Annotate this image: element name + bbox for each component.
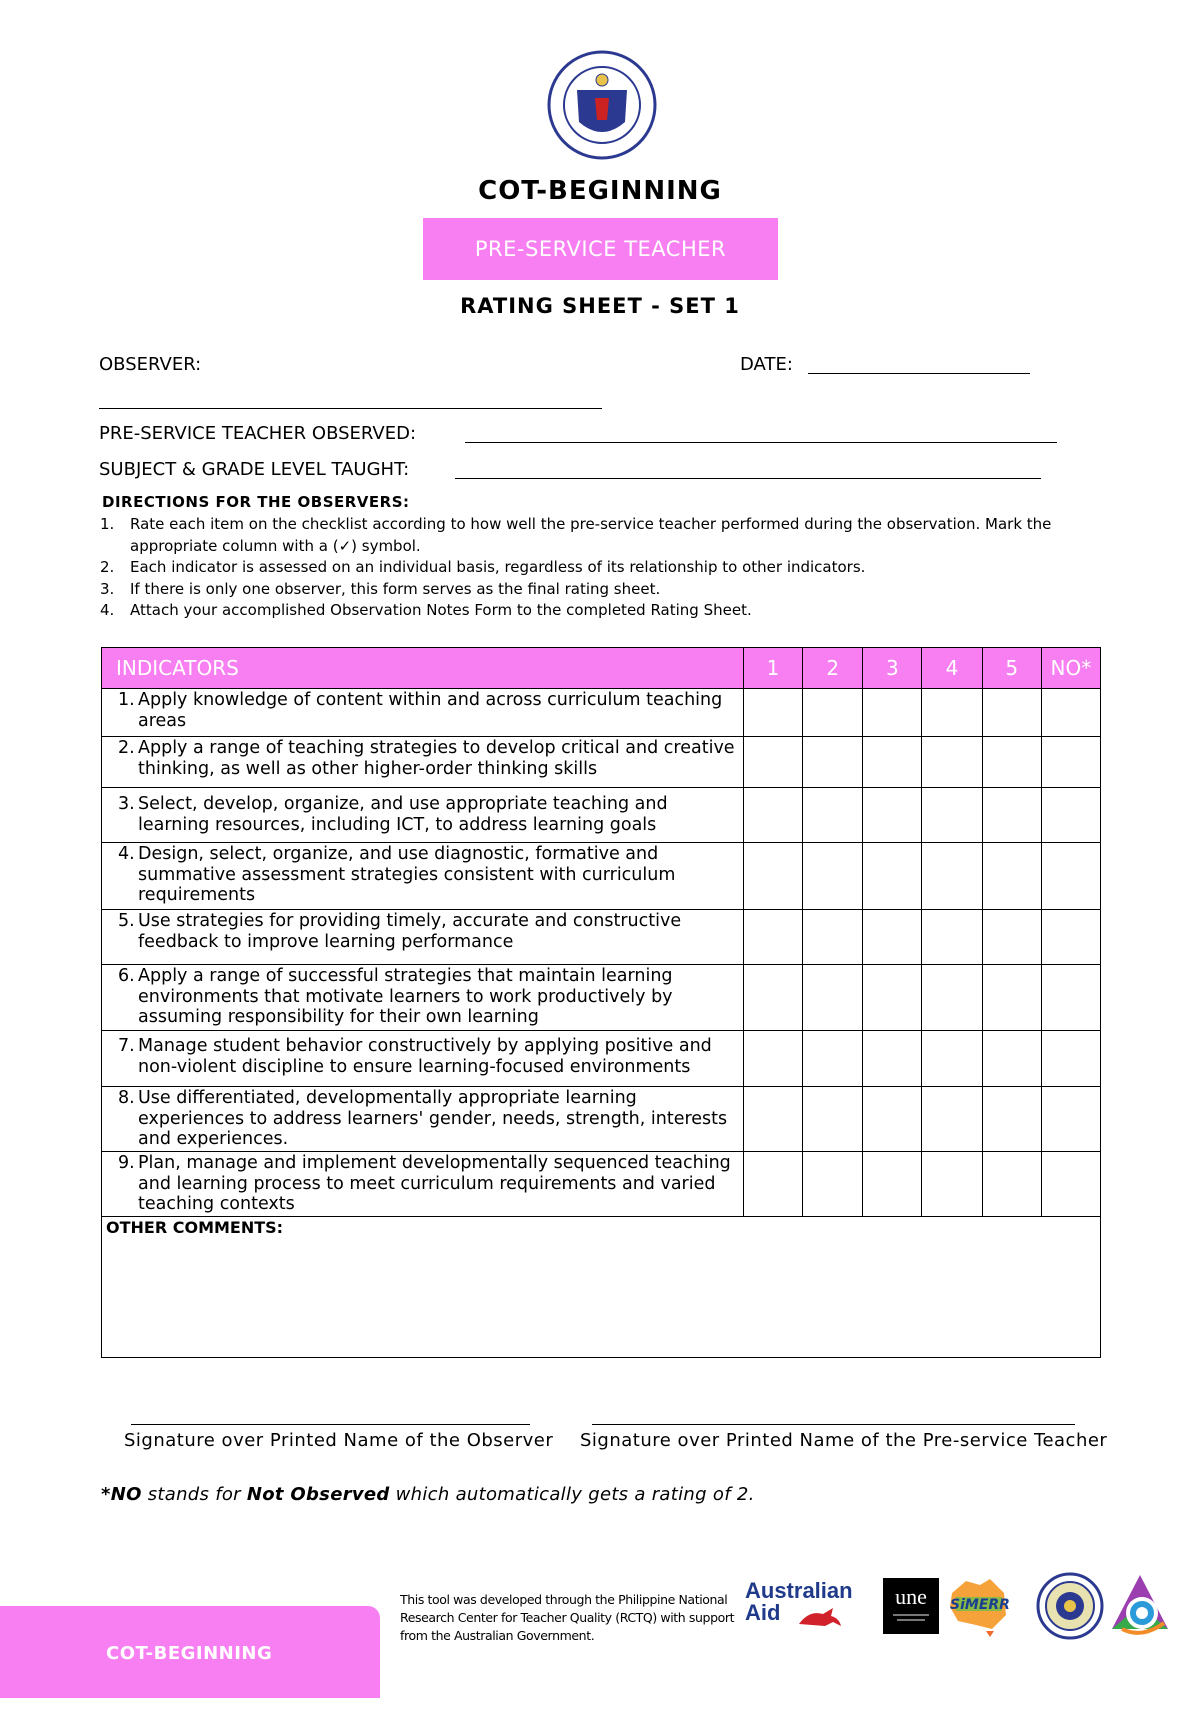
footer-tab-label: COT-BEGINNING xyxy=(106,1643,273,1664)
rating-cell[interactable] xyxy=(803,1087,863,1152)
rating-cell[interactable] xyxy=(982,910,1041,965)
rating-cell[interactable] xyxy=(863,965,922,1031)
indicators-header: INDICATORS xyxy=(102,648,744,689)
credit-text: This tool was developed through the Philippine National Research Center for Teacher Quality (RCTQ) with support from the Australian Government. xyxy=(400,1592,735,1643)
observer-field[interactable] xyxy=(99,408,602,409)
table-row xyxy=(102,689,1101,737)
table-row xyxy=(102,1031,1101,1087)
rating-cell[interactable] xyxy=(982,1152,1041,1217)
rating-cell[interactable] xyxy=(803,965,863,1031)
rating-cell[interactable] xyxy=(922,1031,982,1087)
indicator-text: 1. Apply knowledge of content within and across curriculum teaching areas xyxy=(102,689,744,737)
australian-aid-logo: Australian Aid xyxy=(745,1578,853,1625)
teacher-signature-label: Signature over Printed Name of the Pre-service Teacher xyxy=(580,1430,1108,1451)
rating-cell[interactable] xyxy=(1041,1152,1100,1217)
direction-item: 2. Each indicator is assessed on an individual basis, regardless of its relationship to other indicators. xyxy=(100,558,866,576)
indicator-text: 2. Apply a range of teaching strategies to develop critical and creative thinking, as well as other higher-order thinking skills xyxy=(102,737,744,788)
other-comments-field[interactable] xyxy=(102,1217,1101,1358)
rating-cell[interactable] xyxy=(863,1152,922,1217)
rating-cell[interactable] xyxy=(803,737,863,788)
deped-seal-logo xyxy=(547,50,657,160)
rating-cell[interactable] xyxy=(1041,788,1100,843)
university-seal-logo xyxy=(1036,1572,1104,1640)
rating-cell[interactable] xyxy=(1041,689,1100,737)
indicator-text: 5. Use strategies for providing timely, accurate and constructive feedback to improve learning performance xyxy=(102,910,744,965)
indicator-text: 3. Select, develop, organize, and use appropriate teaching and learning resources, including ICT, to address learning goals xyxy=(102,788,744,843)
subject-grade-label: SUBJECT & GRADE LEVEL TAUGHT: xyxy=(99,459,410,480)
direction-item: 1. Rate each item on the checklist according to how well the pre-service teacher performed during the observation. Mark the appropriate column with a (✓) symbol. xyxy=(100,515,1052,555)
rating-cell[interactable] xyxy=(982,843,1041,910)
rating-cell[interactable] xyxy=(922,1087,982,1152)
rating-cell[interactable] xyxy=(982,788,1041,843)
rating-cell[interactable] xyxy=(863,1087,922,1152)
role-band: PRE-SERVICE TEACHER xyxy=(423,218,778,280)
rating-cell[interactable] xyxy=(803,910,863,965)
table-row xyxy=(102,910,1101,965)
observer-signature-label: Signature over Printed Name of the Observer xyxy=(124,1430,554,1451)
table-row xyxy=(102,843,1101,910)
rating-cell[interactable] xyxy=(863,788,922,843)
comments-row xyxy=(102,1217,1101,1358)
rating-cell[interactable] xyxy=(863,1031,922,1087)
rating-cell[interactable] xyxy=(922,788,982,843)
date-label: DATE: xyxy=(740,354,793,375)
rating-cell[interactable] xyxy=(743,965,802,1031)
directions-heading: DIRECTIONS FOR THE OBSERVERS: xyxy=(102,493,410,511)
rating-column-4: 4 xyxy=(922,648,982,689)
rating-cell[interactable] xyxy=(922,737,982,788)
table-row xyxy=(102,737,1101,788)
rating-cell[interactable] xyxy=(1041,843,1100,910)
subject-grade-field[interactable] xyxy=(455,478,1041,479)
rating-cell[interactable] xyxy=(743,689,802,737)
rating-cell[interactable] xyxy=(1041,965,1100,1031)
indicator-text: 6. Apply a range of successful strategies that maintain learning environments that motivate learners to work productively by assuming responsibility for their own learning xyxy=(102,965,744,1031)
rating-cell[interactable] xyxy=(863,737,922,788)
teacher-signature-line[interactable] xyxy=(592,1424,1075,1425)
rating-cell[interactable] xyxy=(982,1087,1041,1152)
rating-cell[interactable] xyxy=(922,910,982,965)
rating-cell[interactable] xyxy=(982,1031,1041,1087)
table-row xyxy=(102,1087,1101,1152)
rating-column-5: 5 xyxy=(982,648,1041,689)
rating-cell[interactable] xyxy=(743,737,802,788)
rating-cell[interactable] xyxy=(982,965,1041,1031)
rating-cell[interactable] xyxy=(743,1152,802,1217)
pst-observed-field[interactable] xyxy=(465,442,1057,443)
indicator-text: 4. Design, select, organize, and use diagnostic, formative and summative assessment strategies consistent with curriculum requirements xyxy=(102,843,744,910)
rctq-logo xyxy=(1108,1573,1172,1639)
observer-signature-line[interactable] xyxy=(131,1424,530,1425)
rating-cell[interactable] xyxy=(743,910,802,965)
footnote: *NO stands for Not Observed which automatically gets a rating of 2. xyxy=(101,1484,755,1505)
rating-cell[interactable] xyxy=(1041,1031,1100,1087)
rating-cell[interactable] xyxy=(922,843,982,910)
directions-list xyxy=(100,514,1100,622)
page-subtitle: RATING SHEET - SET 1 xyxy=(460,294,740,318)
rating-cell[interactable] xyxy=(803,689,863,737)
rating-cell[interactable] xyxy=(863,689,922,737)
rating-column-1: 1 xyxy=(743,648,802,689)
direction-item: 3. If there is only one observer, this form serves as the final rating sheet. xyxy=(100,579,661,598)
indicators-table xyxy=(101,647,1101,1358)
rating-cell[interactable] xyxy=(803,788,863,843)
rating-cell[interactable] xyxy=(982,737,1041,788)
rating-cell[interactable] xyxy=(743,1031,802,1087)
table-row xyxy=(102,1152,1101,1217)
indicator-text: 9. Plan, manage and implement developmentally sequenced teaching and learning process to meet curriculum requirements and varied teaching contexts xyxy=(102,1152,744,1217)
indicator-text: 7. Manage student behavior constructively by applying positive and non-violent discipline to ensure learning-focused environments xyxy=(102,1031,744,1087)
other-comments-label: OTHER COMMENTS: xyxy=(106,1218,284,1237)
rating-cell[interactable] xyxy=(743,843,802,910)
rating-cell[interactable] xyxy=(1041,910,1100,965)
rating-cell[interactable] xyxy=(803,1152,863,1217)
rating-cell[interactable] xyxy=(863,843,922,910)
table-row xyxy=(102,965,1101,1031)
rating-cell[interactable] xyxy=(1041,1087,1100,1152)
rating-cell[interactable] xyxy=(803,1031,863,1087)
rating-cell[interactable] xyxy=(922,965,982,1031)
rating-cell[interactable] xyxy=(743,1087,802,1152)
rating-cell[interactable] xyxy=(1041,737,1100,788)
rating-cell[interactable] xyxy=(863,910,922,965)
direction-item: 4. Attach your accomplished Observation Notes Form to the completed Rating Sheet. xyxy=(100,601,752,619)
indicator-text: 8. Use differentiated, developmentally appropriate learning experiences to address learners' gender, needs, strength, interests and experiences. xyxy=(102,1087,744,1152)
simerr-logo: SiMERR xyxy=(946,1575,1010,1637)
rating-cell[interactable] xyxy=(743,788,802,843)
page-title: COT-BEGINNING xyxy=(478,176,722,206)
rating-column-no: NO* xyxy=(1041,648,1100,689)
rating-column-3: 3 xyxy=(863,648,922,689)
rating-column-2: 2 xyxy=(803,648,863,689)
date-field[interactable] xyxy=(808,373,1030,374)
table-row xyxy=(102,788,1101,843)
rating-cell[interactable] xyxy=(982,689,1041,737)
rating-cell[interactable] xyxy=(922,689,982,737)
une-logo: une xyxy=(883,1578,939,1634)
table-header-row xyxy=(102,648,1101,689)
rating-cell[interactable] xyxy=(922,1152,982,1217)
rating-cell[interactable] xyxy=(803,843,863,910)
pst-observed-label: PRE-SERVICE TEACHER OBSERVED: xyxy=(99,423,417,444)
observer-label: OBSERVER: xyxy=(99,354,202,375)
